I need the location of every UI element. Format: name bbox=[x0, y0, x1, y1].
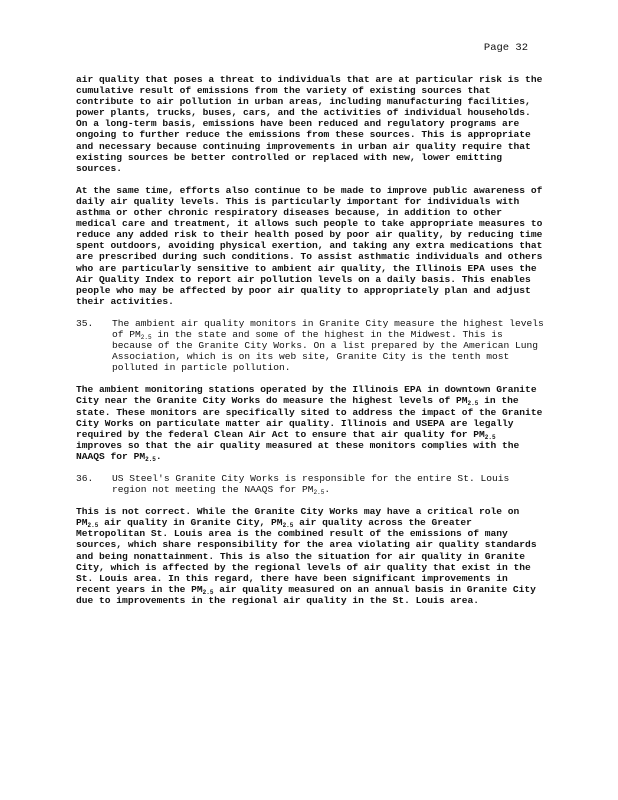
paragraph-public-awareness: At the same time, efforts also continue to be made to improve public awareness of daily air quality levels. This is particularly important for individuals with asthma or other chronic respiratory diseases because, in addition to other medical care and treatment, it allows such people to take appropriate measures to reduce any added risk to their health posed by poor air quality, by reducing time spent outdoors, avoiding physical exertion, and taking any extra medications that are prescribed during such conditions. To assist asthmatic individuals and others who are particularly sensitive to ambient air quality, the Illinois EPA uses the Air Quality Index to report air pollution levels on a daily basis. This enables people who may be affected by poor air quality to appropriately plan and adjust their activities. bbox=[76, 184, 543, 307]
item-text: The ambient air quality monitors in Granite City measure the highest levels of $PM_{2.5}$ in the state and some of the highest in the Midwest. This is because of the Granite City Works. On a list prepared by the American Lung Association, which is on its web site, Granite City is the tenth most polluted in particle pollution. bbox=[112, 317, 544, 374]
comment-item-35 bbox=[76, 318, 546, 373]
comment-item-36 bbox=[76, 473, 546, 495]
item-number: 35. bbox=[76, 317, 94, 329]
item-number: 36. bbox=[76, 473, 94, 484]
document-body bbox=[76, 74, 546, 617]
paragraph-monitoring-stations: The ambient monitoring stations operated by the Illinois EPA in downtown Granite City near the Granite City Works do measure the highest levels of $PM_{2.5}$ in the state. These monitors are specifically sited to address the impact of the Granite City Works on particulate matter air quality. Illinois and USEPA are legally required by the federal Clean Air Act to ensure that air quality for $PM_{2.5}$ improves so that the air quality measured at these monitors complies with the NAAQS for $PM_{2.5}$. bbox=[76, 384, 543, 463]
paragraph-response-not-correct: This is not correct. While the Granite City Works may have a critical role on $PM_{2.5}$ air quality in Granite City, $PM_{2.5}$ air quality across the Greater Metropolitan St. Louis area is the combined result of the emissions of many sources, which share responsibility for the area violating air quality standards and being nonattainment. This is also the situation for air quality in Granite City, which is affected by the regional levels of air quality that exist in the St. Louis area. In this regard, there have been significant improvements in recent years in the $PM_{2.5}$ air quality measured on an annual basis in Granite City due to improvements in the regional air quality in the St. Louis area. bbox=[76, 506, 537, 606]
page-number: Page 32 bbox=[483, 42, 528, 54]
item-text: US Steel's Granite City Works is responsible for the entire St. Louis region not meeting the NAAQS for $PM_{2.5}$. bbox=[112, 473, 510, 497]
paragraph-air-quality-sources: air quality that poses a threat to individuals that are at particular risk is the cumulative result of emissions from the variety of existing sources that contribute to air pollution in urban areas, including manufacturing facilities, power plants, trucks, buses, cars, and the activities of individual households. On a long-term basis, emissions have been reduced and regulatory programs are ongoing to further reduce the emissions from these sources. This is appropriate and necessary because continuing improvements in urban air quality require that existing sources be better controlled or replaced with new, lower emitting sources. bbox=[76, 74, 543, 174]
